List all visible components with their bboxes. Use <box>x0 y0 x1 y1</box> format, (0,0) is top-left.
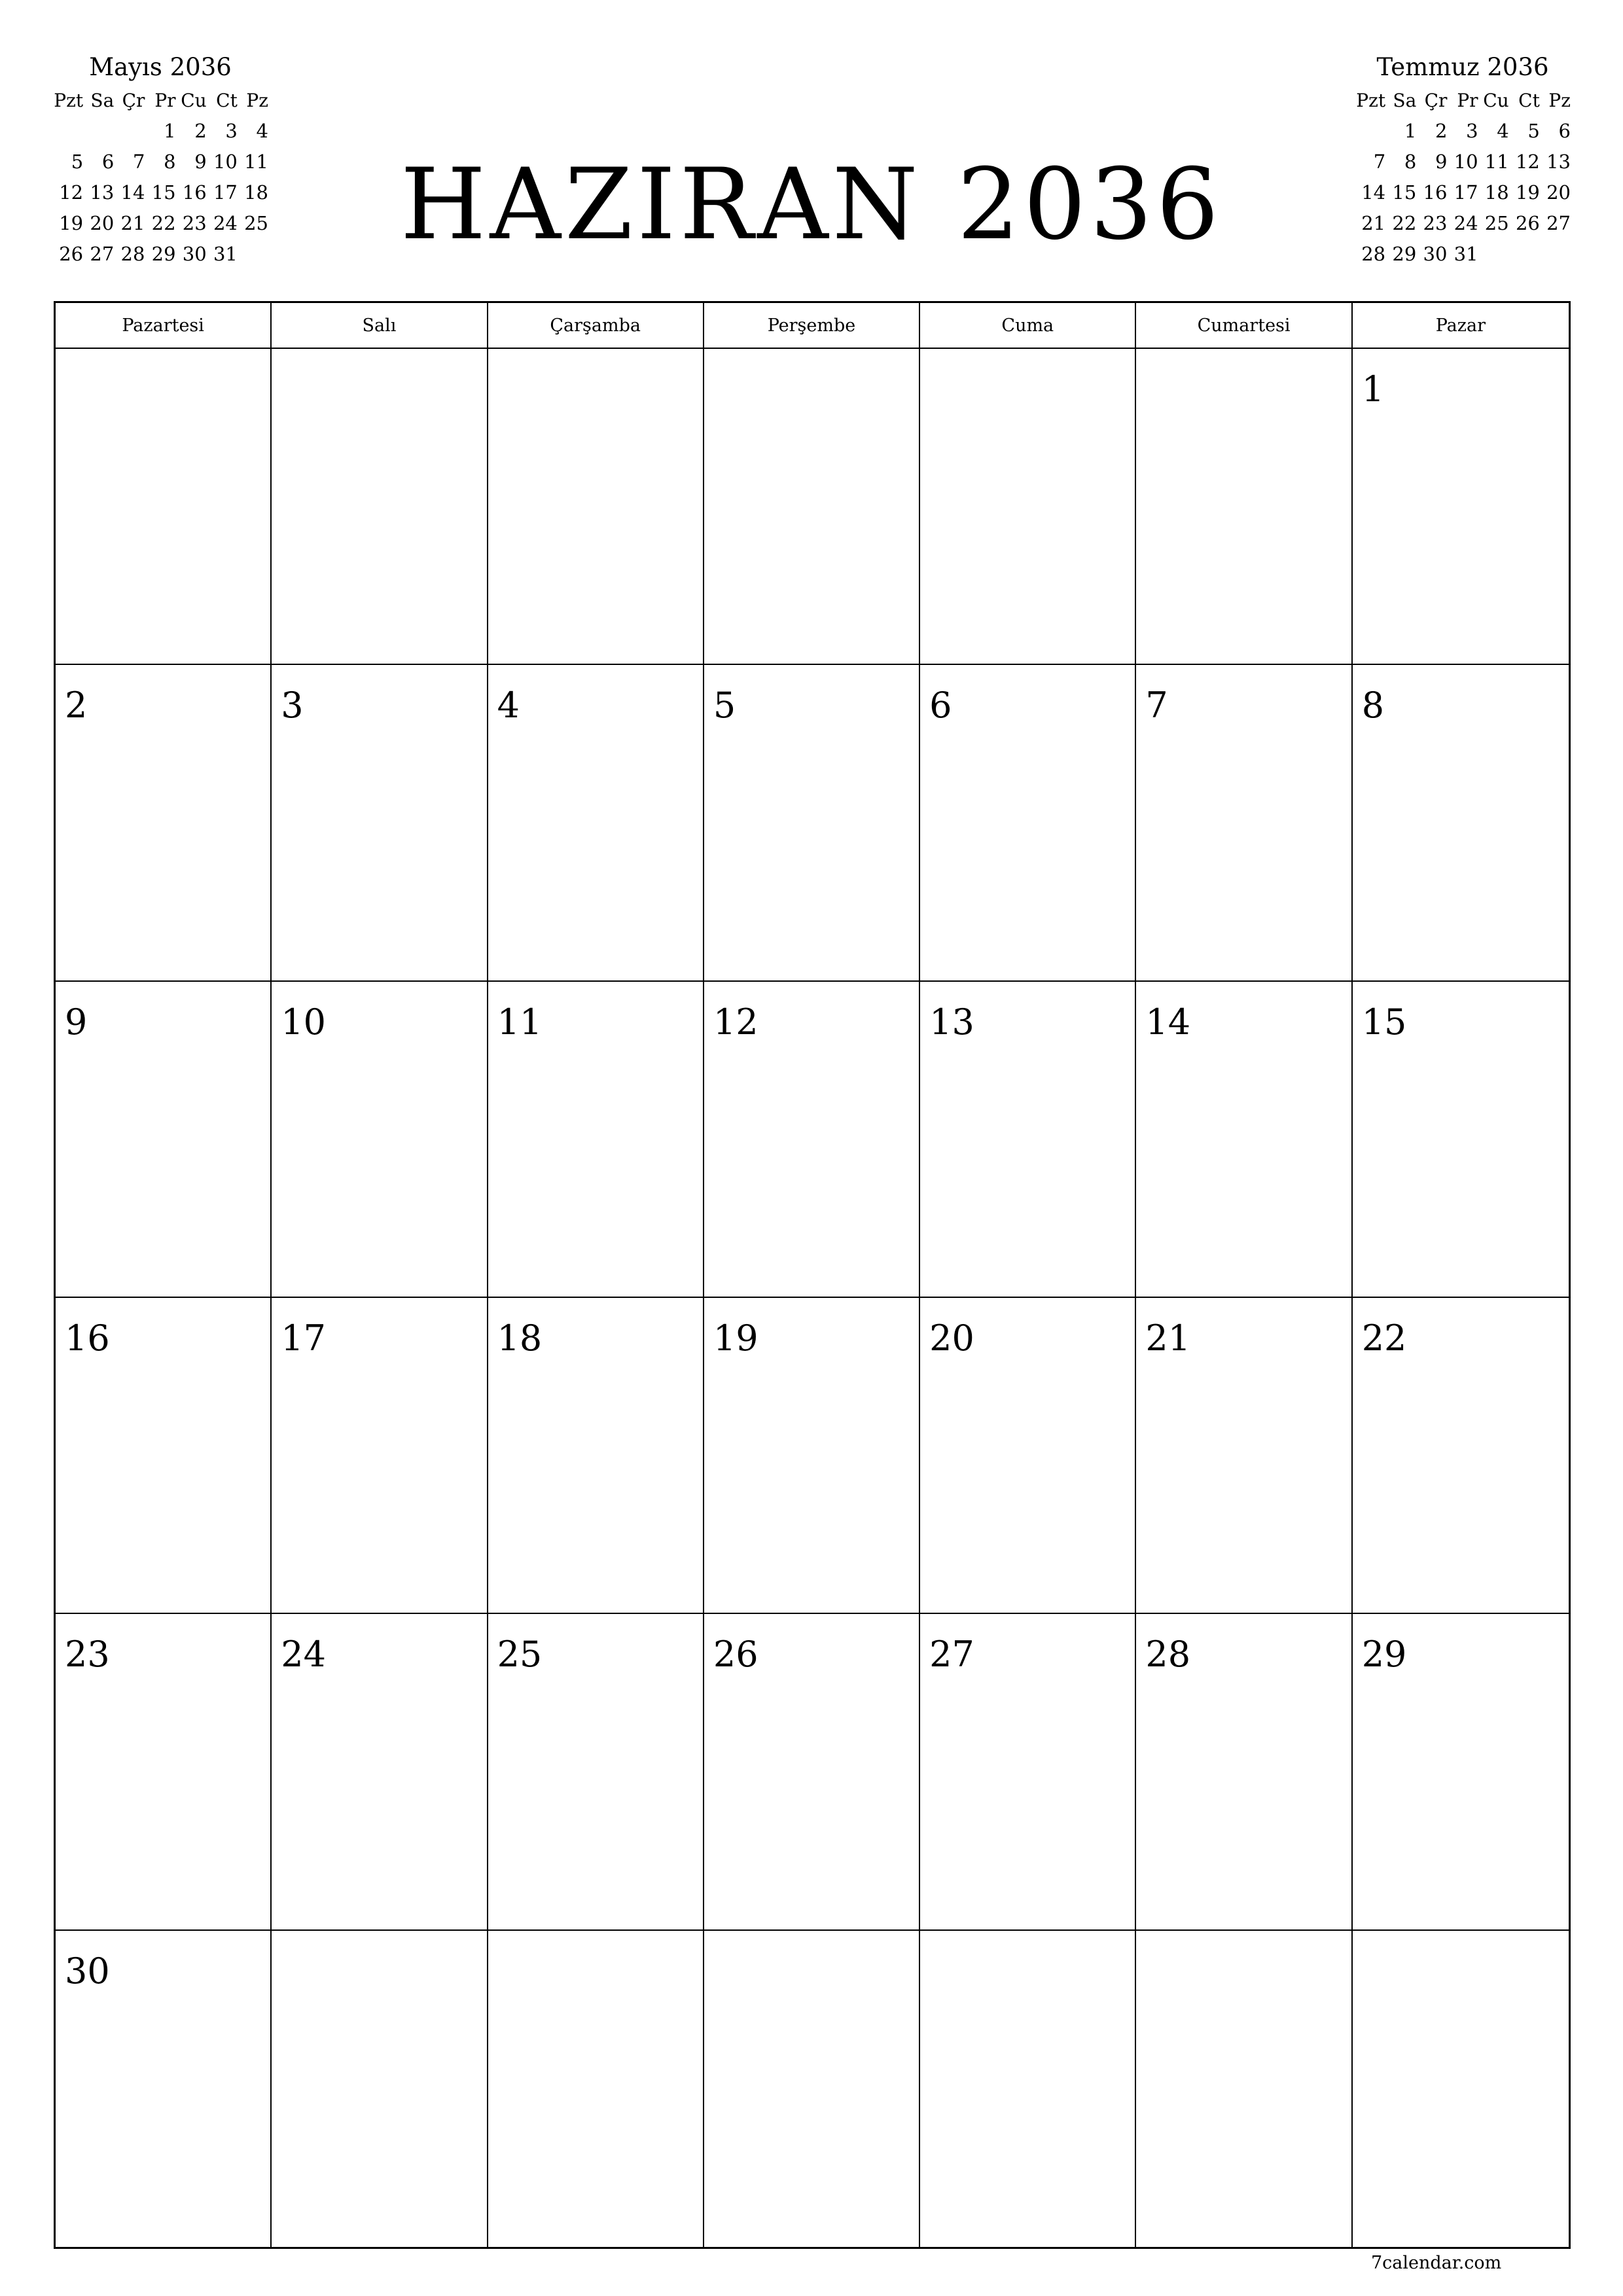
day-cell[interactable] <box>488 349 704 665</box>
mini-calendar-title: Mayıs 2036 <box>89 53 232 81</box>
mini-day-number: 20 <box>1546 181 1571 204</box>
day-number: 12 <box>713 1001 758 1043</box>
mini-day-number: 28 <box>1361 243 1386 265</box>
mini-day-number <box>114 116 145 147</box>
day-cell[interactable] <box>56 1931 272 2247</box>
mini-day-number: 9 <box>1435 151 1448 173</box>
day-cell[interactable] <box>704 982 920 1298</box>
mini-day-number: 26 <box>1515 212 1540 234</box>
mini-day-number: 29 <box>151 243 176 265</box>
mini-day-number: 23 <box>1423 212 1448 234</box>
day-number: 18 <box>497 1318 543 1359</box>
mini-day-number <box>1509 239 1540 270</box>
day-cell[interactable] <box>1136 1298 1352 1614</box>
weekday-header: Pazar <box>1353 303 1569 349</box>
day-cell[interactable] <box>704 1614 920 1930</box>
mini-day-number: 7 <box>132 151 145 173</box>
mini-weekday-label: Cu <box>1483 90 1509 111</box>
mini-weekday-label: Pz <box>1548 90 1571 111</box>
day-cell[interactable] <box>920 349 1136 665</box>
weekday-header: Salı <box>272 303 488 349</box>
day-cell[interactable] <box>1136 665 1352 981</box>
day-cell[interactable] <box>1136 982 1352 1298</box>
day-cell[interactable] <box>920 1931 1136 2247</box>
mini-day-number: 12 <box>59 181 84 204</box>
day-number: 25 <box>497 1634 543 1676</box>
mini-day-number: 6 <box>1558 120 1571 142</box>
day-number: 2 <box>65 685 88 726</box>
mini-day-number: 5 <box>71 151 84 173</box>
mini-day-number <box>1478 239 1509 270</box>
mini-day-number: 27 <box>90 243 115 265</box>
day-number: 17 <box>281 1318 326 1359</box>
day-cell[interactable] <box>1353 1298 1569 1614</box>
day-cell[interactable] <box>920 982 1136 1298</box>
mini-day-number <box>52 116 83 147</box>
mini-weekday-label: Sa <box>1393 90 1417 111</box>
mini-day-number: 23 <box>182 212 207 234</box>
mini-day-number <box>1355 116 1385 147</box>
mini-day-number <box>83 116 114 147</box>
mini-weekday-label: Çr <box>122 90 145 111</box>
mini-day-number: 30 <box>182 243 207 265</box>
weekday-header: Perşembe <box>704 303 920 349</box>
mini-day-number: 14 <box>1361 181 1386 204</box>
mini-day-number: 4 <box>1497 120 1509 142</box>
day-cell[interactable] <box>272 982 488 1298</box>
day-number: 9 <box>65 1001 88 1043</box>
day-cell[interactable] <box>488 982 704 1298</box>
mini-weekday-label: Pzt <box>54 90 84 111</box>
day-number: 7 <box>1145 685 1168 726</box>
mini-day-number <box>1540 239 1571 270</box>
mini-day-number: 31 <box>1454 243 1478 265</box>
page-title: HAZIRAN 2036 <box>400 148 1223 262</box>
day-number: 30 <box>65 1950 110 1992</box>
mini-weekday-label: Sa <box>90 90 115 111</box>
mini-day-number: 31 <box>213 243 238 265</box>
mini-day-number: 16 <box>1423 181 1448 204</box>
mini-weekday-label: Pzt <box>1356 90 1386 111</box>
weekday-header: Çarşamba <box>488 303 704 349</box>
day-number: 22 <box>1361 1318 1407 1359</box>
day-cell[interactable] <box>704 349 920 665</box>
day-cell[interactable] <box>920 665 1136 981</box>
day-cell[interactable] <box>488 665 704 981</box>
day-cell[interactable] <box>56 982 272 1298</box>
footer-site-credit: 7calendar.com <box>1371 2253 1502 2273</box>
mini-day-number: 21 <box>1361 212 1386 234</box>
mini-day-number: 27 <box>1546 212 1571 234</box>
day-number: 19 <box>713 1318 758 1359</box>
day-number: 14 <box>1145 1001 1191 1043</box>
day-cell[interactable] <box>272 665 488 981</box>
mini-day-number: 16 <box>182 181 207 204</box>
day-cell[interactable] <box>704 1931 920 2247</box>
day-number: 28 <box>1145 1634 1191 1676</box>
mini-day-number: 11 <box>1484 151 1509 173</box>
mini-day-number: 26 <box>59 243 84 265</box>
mini-day-number: 29 <box>1392 243 1417 265</box>
day-cell[interactable] <box>920 1298 1136 1614</box>
day-number: 26 <box>713 1634 758 1676</box>
day-cell[interactable] <box>1353 349 1569 665</box>
month-calendar-grid <box>54 301 1571 2249</box>
mini-day-number: 15 <box>151 181 176 204</box>
mini-day-number: 2 <box>194 120 207 142</box>
mini-day-number: 21 <box>120 212 145 234</box>
day-cell[interactable] <box>1136 1931 1352 2247</box>
mini-weekday-label: Ct <box>1518 90 1540 111</box>
day-cell[interactable] <box>1353 1931 1569 2247</box>
day-number: 21 <box>1145 1318 1191 1359</box>
mini-day-number: 1 <box>1404 120 1417 142</box>
mini-day-number: 19 <box>1515 181 1540 204</box>
mini-day-number: 24 <box>1454 212 1478 234</box>
mini-day-number: 18 <box>1484 181 1509 204</box>
day-number: 1 <box>1361 368 1385 410</box>
mini-day-number: 17 <box>213 181 238 204</box>
day-number: 11 <box>497 1001 543 1043</box>
day-cell[interactable] <box>56 1614 272 1930</box>
mini-weekday-label: Çr <box>1424 90 1448 111</box>
day-cell[interactable] <box>488 1931 704 2247</box>
weekday-header: Cuma <box>920 303 1136 349</box>
mini-calendar-grid <box>1355 85 1571 270</box>
mini-day-number: 4 <box>256 120 268 142</box>
mini-day-number: 9 <box>194 151 207 173</box>
mini-day-number: 10 <box>213 151 238 173</box>
day-number: 16 <box>65 1318 110 1359</box>
mini-day-number: 13 <box>90 181 115 204</box>
mini-day-number: 3 <box>1466 120 1478 142</box>
mini-weekday-label: Ct <box>216 90 238 111</box>
mini-day-number: 7 <box>1373 151 1386 173</box>
mini-day-number: 12 <box>1515 151 1540 173</box>
day-cell[interactable] <box>1353 982 1569 1298</box>
day-cell[interactable] <box>56 665 272 981</box>
mini-weekday-label: Cu <box>181 90 207 111</box>
mini-weekday-label: Pr <box>154 90 176 111</box>
mini-day-number: 28 <box>120 243 145 265</box>
mini-day-number: 11 <box>244 151 268 173</box>
day-number: 29 <box>1361 1634 1407 1676</box>
mini-day-number: 30 <box>1423 243 1448 265</box>
day-cell[interactable] <box>272 349 488 665</box>
day-number: 8 <box>1361 685 1385 726</box>
day-cell[interactable] <box>488 1614 704 1930</box>
day-number: 24 <box>281 1634 326 1676</box>
mini-day-number: 20 <box>90 212 115 234</box>
day-number: 4 <box>497 685 520 726</box>
weekday-header: Cumartesi <box>1136 303 1352 349</box>
day-number: 3 <box>281 685 304 726</box>
day-cell[interactable] <box>56 349 272 665</box>
day-number: 23 <box>65 1634 110 1676</box>
mini-day-number: 8 <box>1404 151 1417 173</box>
day-number: 10 <box>281 1001 326 1043</box>
mini-weekday-label: Pr <box>1457 90 1478 111</box>
day-cell[interactable] <box>704 1298 920 1614</box>
mini-day-number: 15 <box>1392 181 1417 204</box>
day-cell[interactable] <box>488 1298 704 1614</box>
day-cell[interactable] <box>1353 665 1569 981</box>
day-cell[interactable] <box>704 665 920 981</box>
mini-day-number: 25 <box>1484 212 1509 234</box>
mini-day-number: 17 <box>1454 181 1478 204</box>
day-number: 6 <box>929 685 952 726</box>
mini-day-number: 2 <box>1435 120 1448 142</box>
mini-day-number: 22 <box>1392 212 1417 234</box>
mini-day-number: 3 <box>225 120 238 142</box>
day-number: 20 <box>929 1318 974 1359</box>
day-number: 27 <box>929 1634 974 1676</box>
mini-day-number: 6 <box>101 151 115 173</box>
mini-day-number: 24 <box>213 212 238 234</box>
day-cell[interactable] <box>272 1614 488 1930</box>
mini-day-number: 1 <box>164 120 176 142</box>
day-number: 13 <box>929 1001 974 1043</box>
mini-calendar-next-month <box>1355 51 1571 270</box>
mini-weekday-label: Pz <box>246 90 268 111</box>
mini-day-number: 10 <box>1454 151 1478 173</box>
mini-calendar-title: Temmuz 2036 <box>1376 53 1549 81</box>
mini-day-number: 19 <box>59 212 84 234</box>
day-cell[interactable] <box>1353 1614 1569 1930</box>
mini-day-number: 18 <box>244 181 268 204</box>
mini-day-number: 13 <box>1546 151 1571 173</box>
day-number: 5 <box>713 685 736 726</box>
day-cell[interactable] <box>56 1298 272 1614</box>
day-cell[interactable] <box>920 1614 1136 1930</box>
mini-day-number: 22 <box>151 212 176 234</box>
mini-day-number: 5 <box>1527 120 1540 142</box>
weekday-header: Pazartesi <box>56 303 272 349</box>
day-cell[interactable] <box>272 1931 488 2247</box>
day-cell[interactable] <box>1136 1614 1352 1930</box>
day-number: 15 <box>1361 1001 1407 1043</box>
mini-day-number: 8 <box>164 151 176 173</box>
mini-day-number: 14 <box>120 181 145 204</box>
day-cell[interactable] <box>272 1298 488 1614</box>
day-cell[interactable] <box>1136 349 1352 665</box>
mini-day-number: 25 <box>244 212 268 234</box>
